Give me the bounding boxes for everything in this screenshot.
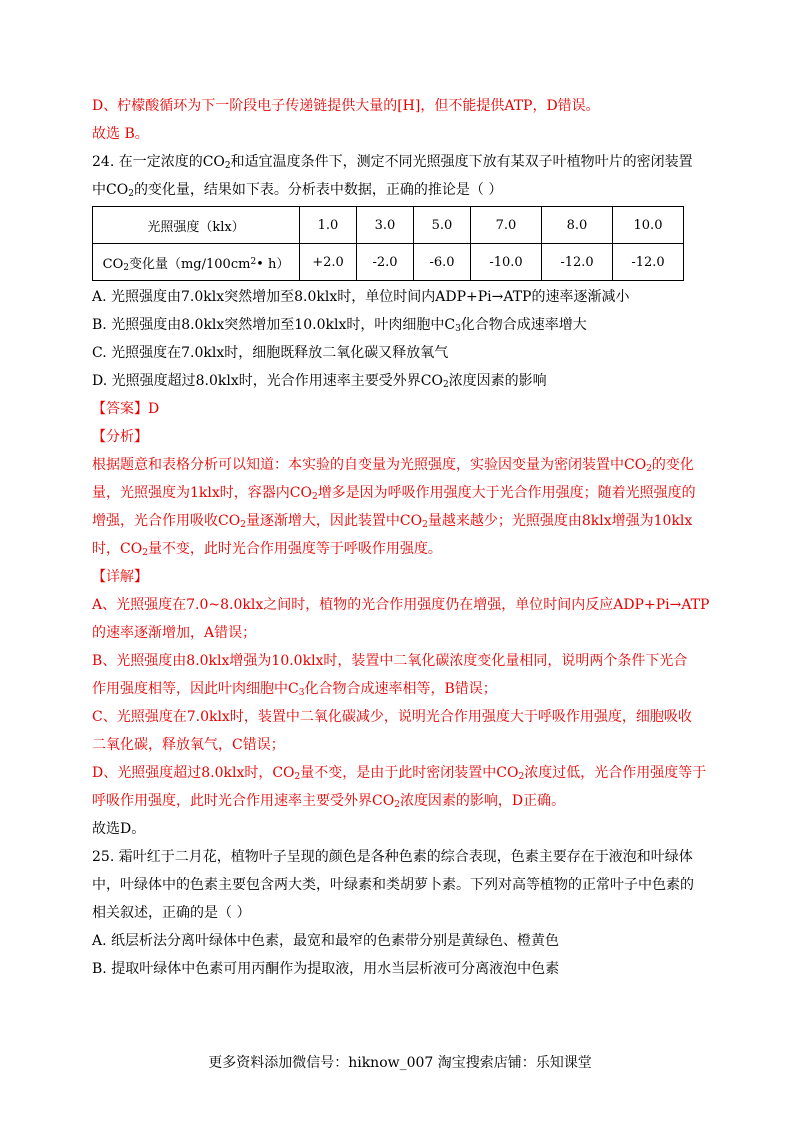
table-cell: +2.0 bbox=[300, 244, 357, 281]
q25-stem-line-3: 相关叙述，正确的是（ ） bbox=[92, 905, 251, 921]
table-cell: -12.0 bbox=[613, 244, 684, 281]
table-row-co2 bbox=[93, 244, 684, 281]
prev-conclusion: 故选 B。 bbox=[92, 126, 149, 142]
table-cell: 3.0 bbox=[357, 207, 414, 244]
table-cell: -10.0 bbox=[471, 244, 542, 281]
q24-option-d: D. 光照强度超过8.0klx时，光合作用速率主要受外界$CO_2$浓度因素的影响 bbox=[92, 373, 547, 390]
q24-data-table bbox=[92, 206, 684, 281]
q24-analysis-line: 时，$CO_2$量不变，此时光合作用强度等于呼吸作用强度。 bbox=[92, 541, 442, 558]
q24-analysis-line: 根据题意和表格分析可以知道：本实验的自变量为光照强度，实验因变量为密闭装置中$CO_2$的变化 bbox=[92, 457, 694, 474]
document-body bbox=[92, 92, 712, 983]
q24-stem-line-1: 24. 在一定浓度的$CO_2$和适宜温度条件下，测定不同光照强度下放有某双子叶植物叶片的密闭装置 bbox=[92, 154, 693, 171]
q24-option-a: A. 光照强度由7.0klx突然增加至8.0klx时，单位时间内ADP+Pi→ATP的速率逐渐减小 bbox=[92, 289, 630, 305]
table-row-light bbox=[93, 207, 684, 244]
q24-answer: 【答案】D bbox=[92, 401, 160, 417]
q24-conclusion: 故选D。 bbox=[92, 821, 146, 837]
q24-analysis-line: 量，光照强度为1klx时，容器内$CO_2$增多是因为呼吸作用强度大于光合作用强度；随着光照强度的 bbox=[92, 485, 696, 502]
q24-detail-line: 呼吸作用强度，此时光合作用速率主要受外界$CO_2$浓度因素的影响，D正确。 bbox=[92, 793, 566, 810]
q24-detail-label: 【详解】 bbox=[92, 569, 148, 585]
table-header-co2: $CO_2$变化量（$mg/100cm^2•$ h） bbox=[93, 244, 300, 281]
table-cell: 5.0 bbox=[414, 207, 471, 244]
q24-analysis-line: 增强，光合作用吸收$CO_2$量逐渐增大，因此装置中$CO_2$量越来越少；光照强度由8klx增强为10klx bbox=[92, 513, 693, 530]
table-cell: -6.0 bbox=[414, 244, 471, 281]
table-cell: 1.0 bbox=[300, 207, 357, 244]
q24-detail-line: D、光照强度超过8.0klx时，$CO_2$量不变，是由于此时密闭装置中$CO_2$浓度过低，光合作用强度等于 bbox=[92, 765, 707, 782]
prev-option-d-explanation: D、柠檬酸循环为下一阶段电子传递链提供大量的[H]，但不能提供ATP，D错误。 bbox=[92, 98, 600, 114]
table-cell: -2.0 bbox=[357, 244, 414, 281]
table-cell: 7.0 bbox=[471, 207, 542, 244]
q24-option-b: B. 光照强度由8.0klx突然增加至10.0klx时，叶肉细胞中$C_3$化合物合成速率增大 bbox=[92, 317, 587, 334]
q24-detail-line: 作用强度相等，因此叶肉细胞中$C_3$化合物合成速率相等，B错误； bbox=[92, 681, 497, 698]
page-footer: 更多资料添加微信号：hiknow_007 淘宝搜索店铺：乐知课堂 bbox=[208, 1055, 592, 1071]
q24-detail-line: 的速率逐渐增加，A错误； bbox=[92, 625, 257, 641]
q24-analysis-label: 【分析】 bbox=[92, 429, 148, 445]
q24-detail-line: C、光照强度在7.0klx时，装置中二氧化碳减少，说明光合作用强度大于呼吸作用强度，细胞吸收 bbox=[92, 709, 692, 725]
q25-option-a: A. 纸层析法分离叶绿体中色素，最宽和最窄的色素带分别是黄绿色、橙黄色 bbox=[92, 933, 560, 949]
q24-option-c: C. 光照强度在7.0klx时，细胞既释放二氧化碳又释放氧气 bbox=[92, 345, 449, 361]
table-cell: 8.0 bbox=[542, 207, 613, 244]
table-cell: 10.0 bbox=[613, 207, 684, 244]
table-cell: -12.0 bbox=[542, 244, 613, 281]
q25-stem-line-1: 25. 霜叶红于二月花，植物叶子呈现的颜色是各种色素的综合表现，色素主要存在于液泡和叶绿体 bbox=[92, 849, 693, 865]
q24-stem-line-2: 中$CO_2$的变化量，结果如下表。分析表中数据，正确的推论是（ ） bbox=[92, 182, 503, 199]
q25-option-b: B. 提取叶绿体中色素可用丙酮作为提取液，用水当层析液可分离液泡中色素 bbox=[92, 961, 560, 977]
q25-stem-line-2: 中，叶绿体中的色素主要包含两大类，叶绿素和类胡萝卜素。下列对高等植物的正常叶子中色素的 bbox=[92, 877, 694, 893]
q24-detail-line: B、光照强度由8.0klx增强为10.0klx时，装置中二氧化碳浓度变化量相同，说明两个条件下光合 bbox=[92, 653, 688, 669]
table-header-light: 光照强度（klx） bbox=[93, 207, 300, 244]
q24-detail-line: A、光照强度在7.0~8.0klx之间时，植物的光合作用强度仍在增强，单位时间内反应ADP+Pi→ATP bbox=[92, 597, 710, 613]
q24-detail-line: 二氧化碳，释放氧气，C错误； bbox=[92, 737, 285, 753]
